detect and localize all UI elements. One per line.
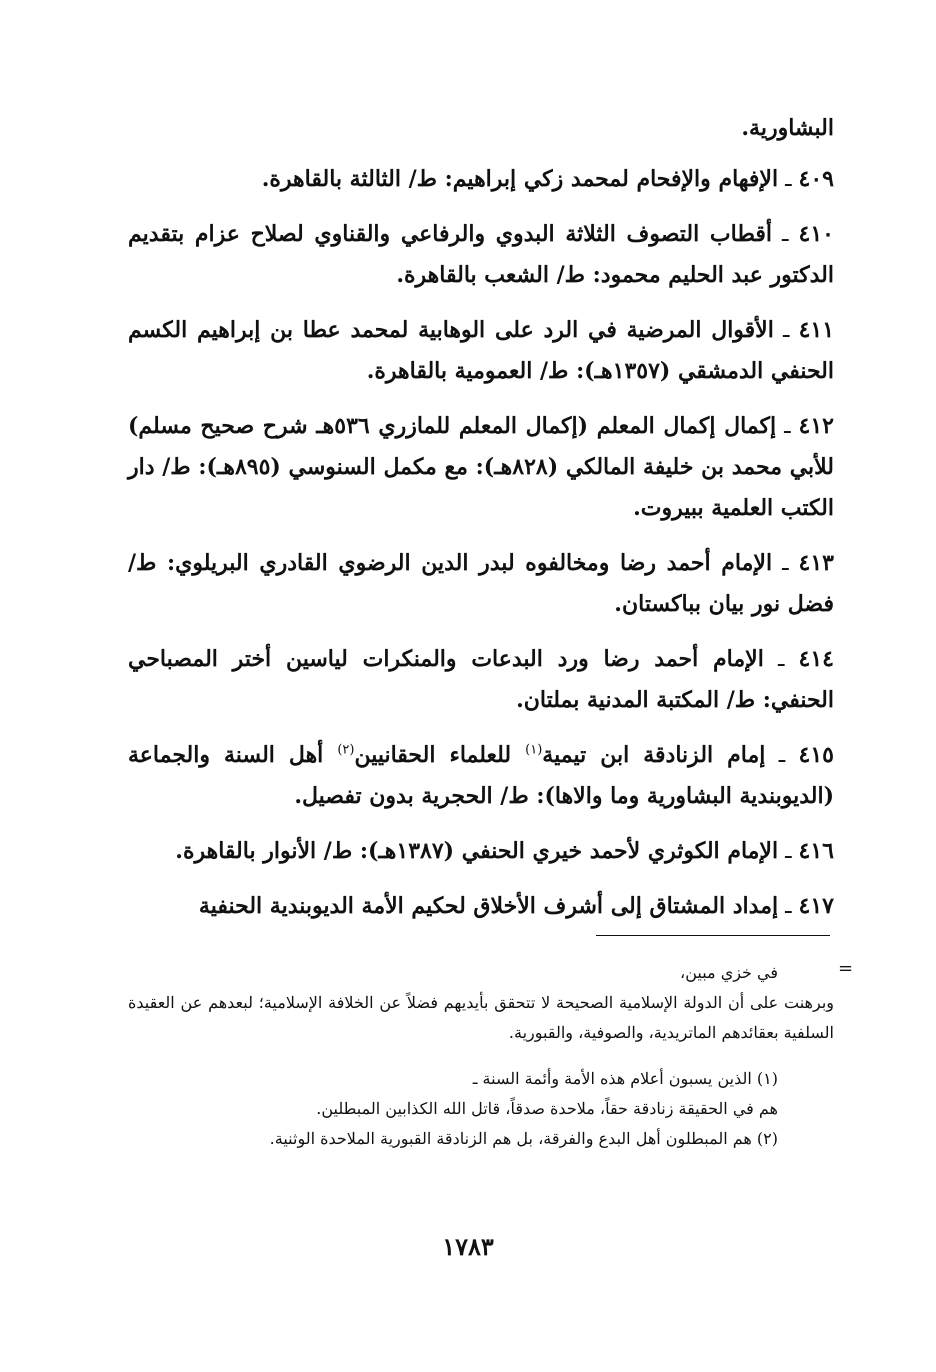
- footnote-2: (٢) هم المبطلون أهل البدع والفرقة، بل هم الزنادقة القبورية الملاحدة الوثنية.: [269, 1129, 778, 1148]
- entry-415: ٤١٥ ـ إمام الزنادقة ابن تيمية$^{(١)}$ للعلماء الحقانيين$^{(٢)}$ أهل السنة والجماعة (الديوبندية البشاورية وما والاها): ط/ الحجرية بدون تفصيل.: [128, 742, 834, 809]
- footnote-1-mark: (١): [756, 1069, 778, 1088]
- entry-412: ٤١٢ ـ إكمال إكمال المعلم (إكمال المعلم للمازري ٥٣٦هـ شرح صحيح مسلم) للأبي محمد بن خليفة المالكي (٨٢٨هـ): مع مكمل السنوسي (٨٩٥هـ): ط/ دار الكتب العلمية ببيروت.: [128, 413, 834, 521]
- entry-414: ٤١٤ ـ الإمام أحمد رضا ورد البدعات والمنكرات لياسين أختر المصباحي الحنفي: ط/ المكتبة المدنية بملتان.: [128, 646, 834, 713]
- main-text: [128, 108, 834, 941]
- page-number: ١٧٨٣: [442, 1232, 494, 1261]
- entry-416: ٤١٦ ـ الإمام الكوثري لأحمد خيري الحنفي (١٣٨٧هـ): ط/ الأنوار بالقاهرة.: [175, 838, 834, 864]
- entry-410: ٤١٠ ـ أقطاب التصوف الثلاثة البدوي والرفاعي والقناوي لصلاح عزام بتقديم الدكتور عبد الحليم محمود: ط/ الشعب بالقاهرة.: [128, 221, 834, 288]
- footnote-continuation-line-2: وبرهنت على أن الدولة الإسلامية الصحيحة لا تتحقق بأيديهم فضلاً عن الخلافة الإسلامية؛ لبعدهم عن العقيدة السلفية بعقائدهم الماتريدية، والصوفية، والقبورية.: [128, 993, 835, 1042]
- entry-417: ٤١٧ ـ إمداد المشتاق إلى أشرف الأخلاق لحكيم الأمة الديوبندية الحنفية: [198, 893, 834, 919]
- footnote-1: (١) الذين يسبون أعلام هذه الأمة وأئمة السنة ـ: [472, 1069, 778, 1088]
- footnote-2-mark: (٢): [756, 1129, 778, 1148]
- entry-413: ٤١٣ ـ الإمام أحمد رضا ومخالفوه لبدر الدين الرضوي القادري البريلوي: ط/ فضل نور بيان بباكستان.: [128, 550, 834, 617]
- footnote-continuation-line-1: في خزي مبين،: [680, 963, 778, 982]
- continuation-mark: =: [838, 958, 854, 979]
- footnotes: [128, 958, 834, 1154]
- entry-409: ٤٠٩ ـ الإفهام والإفحام لمحمد زكي إبراهيم: ط/ الثالثة بالقاهرة.: [261, 166, 834, 192]
- intro-line: البشاورية.: [741, 115, 834, 141]
- footnote-1-cont: هم في الحقيقة زنادقة حقاً، ملاحدة صدقاً، قاتل الله الكذابين المبطلين.: [316, 1099, 778, 1118]
- entry-411: ٤١١ ـ الأقوال المرضية في الرد على الوهابية لمحمد عطا بن إبراهيم الكسم الحنفي الدمشقي (١٣٥٧هـ): ط/ العمومية بالقاهرة.: [128, 317, 835, 384]
- footnote-ref-1[interactable]: (١): [525, 742, 543, 758]
- footnote-ref-2[interactable]: (٢): [337, 742, 355, 758]
- footnote-separator: [596, 935, 830, 936]
